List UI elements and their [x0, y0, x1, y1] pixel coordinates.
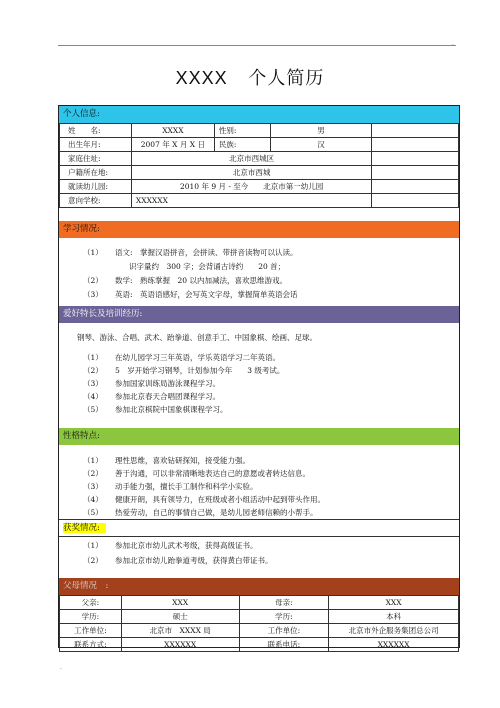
father-work-label: 工作单位: [60, 624, 122, 638]
empty-cell [372, 138, 459, 152]
kindergarten-label: 就读幼儿园: [60, 180, 132, 194]
father-edu-label: 学历: [60, 610, 122, 624]
corner-mark: . [452, 40, 454, 47]
mother-phone-value: XXXXXX [329, 638, 459, 652]
study-item: （1） 语文: 掌握汉语拼音，会拼读、带拼音读物可以认读。 [83, 248, 298, 257]
empty-cell [372, 180, 459, 194]
personality-item: （3） 动手能力强，擅长手工制作和科学小实验。 [83, 482, 258, 491]
empty-cell [372, 166, 459, 180]
address-label: 家庭住址: [60, 152, 132, 166]
resume-sheet [58, 105, 460, 648]
study-item: 识字量约 300 字；会背诵古诗约 20 首； [129, 262, 286, 271]
gender-value: 男 [270, 124, 372, 138]
hobby-summary: 钢琴、游泳、合唱、武术、跆拳道、创意手工、中国象棋、绘画、足球。 [77, 333, 317, 342]
parents-table [59, 595, 459, 652]
father-phone-label: 联系方式: [60, 638, 122, 652]
hobby-item: （4） 参加北京春天合唱团课程学习。 [83, 392, 220, 401]
table-row [60, 166, 459, 180]
table-row [60, 124, 459, 138]
hobby-item: （2） 5 岁开始学习钢琴，计划参加今年 3 级考试。 [83, 366, 285, 375]
ethnic-label: 民族: [214, 138, 270, 152]
father-edu-value: 硕士 [121, 610, 239, 624]
mother-work-value: 北京市外企服务集团总公司 [329, 624, 459, 638]
mother-edu-label: 学历: [239, 610, 329, 624]
kindergarten-value: 2010 年 9 月 - 至今 北京市第一幼儿园 [131, 180, 372, 194]
personality-item: （4） 健康开朗，具有领导力，在班级或者小组活动中起到带头作用。 [83, 495, 325, 504]
father-label: 父亲: [60, 596, 122, 610]
divider [59, 536, 459, 537]
table-row [60, 624, 459, 638]
school-label: 意向学校: [60, 194, 132, 208]
mother-edu-value: 本科 [329, 610, 459, 624]
personal-info-header: 个人信息: [59, 106, 459, 123]
parents-header: 父母情况 : [59, 578, 459, 595]
title-doc: 个人简历 [248, 68, 325, 89]
document-title [0, 64, 500, 90]
empty-cell [372, 124, 459, 138]
personality-item: （1） 理性思维，喜欢钻研探知，接受能力强。 [83, 456, 250, 465]
top-rule [58, 45, 456, 46]
table-row [60, 180, 459, 194]
study-item: （3） 英语: 英语语感好，会写英文字母，掌握简单英语会话 [83, 290, 298, 299]
address-value: 北京市西城区 [131, 152, 372, 166]
ethnic-value: 汉 [270, 138, 372, 152]
personality-item: （2） 善于沟通，可以非常清晰地表达自己的意愿或者转达信息。 [83, 469, 310, 478]
empty-cell [372, 152, 459, 166]
personal-info-table [59, 123, 459, 208]
hobby-item: （5） 参加北京棋院中国象棋课程学习。 [83, 405, 228, 414]
name-label: 姓 名: [60, 124, 132, 138]
table-row [60, 152, 459, 166]
awards-header: 获奖情况: [59, 520, 459, 537]
awards-item: （2） 参加北京市幼儿跆拳道考级，获得黄白带证书。 [83, 556, 273, 565]
father-value: XXX [121, 596, 239, 610]
hobby-item: （3） 参加国家训练局游泳课程学习。 [83, 379, 220, 388]
father-work-value: 北京市 XXXX 局 [121, 624, 239, 638]
name-value: XXXX [131, 124, 214, 138]
hukou-label: 户籍所在地: [60, 166, 132, 180]
table-row [60, 596, 459, 610]
title-name: XXXX [175, 68, 228, 88]
personality-header: 性格特点: [59, 428, 459, 445]
birth-label: 出生年月: [60, 138, 132, 152]
mother-label: 母亲: [239, 596, 329, 610]
empty-cell [372, 194, 459, 208]
corner-mark: . [60, 664, 62, 671]
birth-value: 2007 年 X 月 X 日 [131, 138, 214, 152]
awards-item: （1） 参加北京市幼儿武术考级，获得高级证书。 [83, 541, 258, 550]
study-header: 学习情况: [59, 221, 459, 238]
hobby-item: （1） 在幼儿园学习三年英语，学乐英语学习二年英语。 [83, 353, 280, 362]
hobby-header: 爱好特长及培训经历: [59, 306, 459, 323]
gender-label: 性别: [214, 124, 270, 138]
table-row [60, 138, 459, 152]
father-phone-value: XXXXXX [121, 638, 239, 652]
mother-value: XXX [329, 596, 459, 610]
study-item: （2） 数学: 熟练掌握 20 以内加减法，喜欢思维游戏。 [83, 276, 287, 285]
personality-item: （5） 热爱劳动，自己的事情自己做，是幼儿园老师信赖的小帮手。 [83, 508, 318, 517]
hukou-value: 北京市西城 [131, 166, 372, 180]
school-value: XXXXXX [131, 194, 372, 208]
table-row [60, 194, 459, 208]
mother-phone-label: 联系电话: [239, 638, 329, 652]
table-row [60, 610, 459, 624]
mother-work-label: 工作单位: [239, 624, 329, 638]
table-row [60, 638, 459, 652]
